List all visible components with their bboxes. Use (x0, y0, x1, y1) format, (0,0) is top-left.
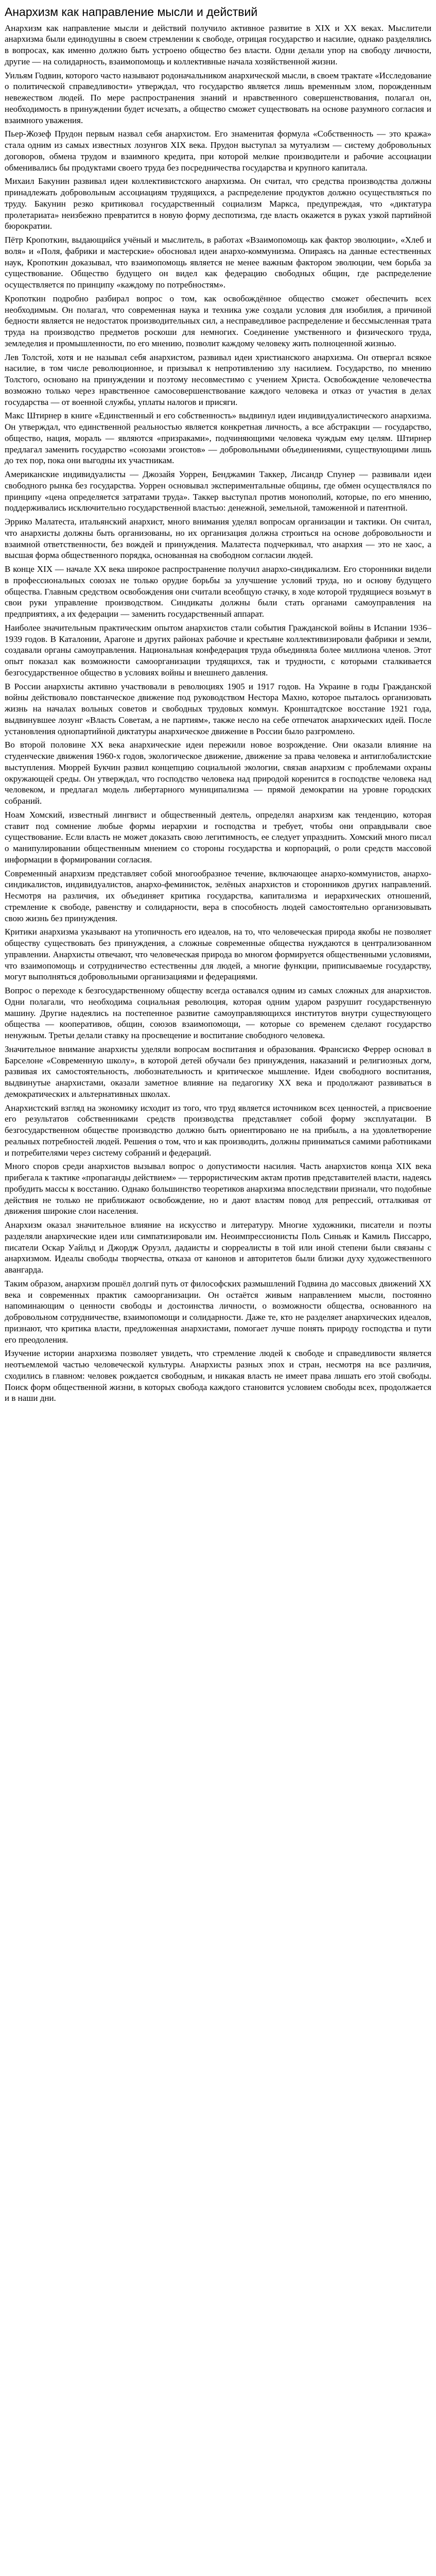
article-paragraph: Критики анархизма указывают на утопичность его идеалов, на то, что человеческая природа якобы не позволяет обществу существовать без принуждения, а сложные современные общества нуждаются в централизованном управлении. Анархисты отвечают, что человеческая природа во многом формируется общественными условиями, что взаимопомощь и сотрудничество естественны для людей, а многие функции, приписываемые государству, могут выполняться добровольными организациями и федерациями. (5, 927, 431, 982)
article-paragraph: Анархистский взгляд на экономику исходит из того, что труд является источником всех ценностей, а присвоение его результатов собственниками средств производства представляет собой форму эксплуатации. В безгосударственном обществе производство должно быть ориентировано не на прибыль, а на удовлетворение реальных потребностей людей. Решения о том, что и как производить, должны приниматься самими работниками и потребителями через систему собраний и федераций. (5, 1103, 431, 1158)
article-paragraph: Современный анархизм представляет собой многообразное течение, включающее анархо-коммунистов, анархо-синдикалистов, индивидуалистов, анархо-феминисток, зелёных анархистов и сторонников других направлений. Несмотря на различия, их объединяет критика государства, капитализма и иерархических отношений, стремление к свободе, равенству и солидарности, вера в способность людей самостоятельно организовывать свою жизнь без принуждения. (5, 868, 431, 923)
article-paragraph: Таким образом, анархизм прошёл долгий путь от философских размышлений Годвина до массовых движений XX века и современных практик самоорганизации. Он остаётся живым направлением мысли, постоянно напоминающим о ценности свободы и достоинства личности, о возможности общества, основанного на добровольном сотрудничестве, взаимопомощи и солидарности. Даже те, кто не разделяет анархических идеалов, признают, что критика власти, предложенная анархистами, помогает лучше понять природу господства и пути его преодоления. (5, 1278, 431, 1345)
article-paragraph: Лев Толстой, хотя и не называл себя анархистом, развивал идеи христианского анархизма. Он отвергал всякое насилие, в том числе революционное, и призывал к непротивлению злу насилием. Государство, по мнению Толстого, основано на принуждении и поэтому несовместимо с учением Христа. Освобождение человечества возможно только через нравственное самосовершенствование каждого человека и отказ от участия в делах государства — от военной службы, уплаты налогов и присяги. (5, 352, 431, 407)
article-paragraph: Макс Штирнер в книге «Единственный и его собственность» выдвинул идеи индивидуалистического анархизма. Он утверждал, что единственной реальностью является конкретная личность, а все абстракции — государство, общество, нация, мораль — являются «призраками», подчиняющими человека чуждым ему целям. Штирнер предлагал заменить государство «союзами эгоистов» — добровольными объединениями, существующими лишь до тех пор, пока они выгодны их участникам. (5, 411, 431, 466)
article-paragraph: Михаил Бакунин развивал идеи коллективистского анархизма. Он считал, что средства производства должны принадлежать добровольным ассоциациям трудящихся, а распределение продуктов должно осуществляться по труду. Бакунин резко критиковал государственный социализм Маркса, предупреждая, что «диктатура пролетариата» неизбежно превратится в новую форму деспотизма, где власть окажется в руках узкой партийной бюрократии. (5, 176, 431, 231)
article-paragraph: Наиболее значительным практическим опытом анархистов стали события Гражданской войны в Испании 1936–1939 годов. В Каталонии, Арагоне и других районах рабочие и крестьяне коллективизировали фабрики и земли, создавали органы самоуправления. Национальная конфедерация труда объединяла более миллиона членов. Этот опыт показал как возможности самоорганизации трудящихся, так и трудности, с которыми сталкивается безгосударственное общество в условиях войны и внешнего давления. (5, 622, 431, 677)
article-paragraph: Анархизм оказал значительное влияние на искусство и литературу. Многие художники, писатели и поэты разделяли анархические идеи или симпатизировали им. Неоимпрессионисты Поль Синьяк и Камиль Писсарро, писатели Оскар Уайльд и Джордж Оруэлл, дадаисты и сюрреалисты в той или иной степени были связаны с анархизмом. Идеалы свободы творчества, отказа от канонов и авторитетов были близки духу художественного авангарда. (5, 1220, 431, 1275)
article-body (5, 23, 431, 1404)
article-paragraph: Анархизм как направление мысли и действий получило активное развитие в XIX и XX веках. Мыслители анархизма были единодушны в своем стремлении к свободе, отрицая государство и насилие, однако разделялись в вопросах, как именно должно быть устроено общество без власти. Одни делали упор на свободу личности, другие — на солидарность, взаимопомощь и коллективные начала хозяйственной жизни. (5, 23, 431, 66)
article-paragraph: В конце XIX — начале XX века широкое распространение получил анархо-синдикализм. Его сторонники видели в профессиональных союзах не только орудие борьбы за улучшение условий труда, но и основу будущего общества. Главным средством освобождения они считали всеобщую стачку, в ходе которой трудящиеся возьмут в свои руки управление производством. Синдикаты должны были стать органами самоуправления на предприятиях, а их федерации — заменить государственный аппарат. (5, 564, 431, 619)
article-paragraph: Уильям Годвин, которого часто называют родоначальником анархической мысли, в своем трактате «Исследование о политической справедливости» утверждал, что государство является лишь временным злом, порожденным невежеством людей. По мере распространения знаний и нравственного совершенствования, полагал он, необходимость в принуждении будет исчезать, а общество сможет существовать на основе разумного согласия и взаимного уважения. (5, 70, 431, 125)
article-paragraph: Изучение истории анархизма позволяет увидеть, что стремление людей к свободе и справедливости является неотъемлемой частью человеческой культуры. Анархисты разных эпох и стран, несмотря на все различия, сходились в главном: человек рождается свободным, и никакая власть не имеет права лишать его этой свободы. Поиск форм общественной жизни, в которых свобода каждого становится условием свободы всех, продолжается и в наши дни. (5, 1348, 431, 1403)
article-paragraph: Значительное внимание анархисты уделяли вопросам воспитания и образования. Франсиско Феррер основал в Барселоне «Современную школу», в которой детей обучали без принуждения, наказаний и религиозных догм, развивая их самостоятельность, любознательность и критическое мышление. Идеи свободного воспитания, выдвинутые анархистами, оказали заметное влияние на педагогику XX века и продолжают развиваться в демократических и альтернативных школах. (5, 1044, 431, 1099)
article-paragraph: Ноам Хомский, известный лингвист и общественный деятель, определял анархизм как тенденцию, которая ставит под сомнение любые формы иерархии и господства и требует, чтобы они оправдывали свое существование. Если власть не может доказать свою легитимность, ее следует упразднить. Хомский много писал о манипулировании общественным мнением со стороны государства и корпораций, о роли средств массовой информации в формировании согласия. (5, 809, 431, 865)
article-paragraph: Во второй половине XX века анархические идеи пережили новое возрождение. Они оказали влияние на студенческие движения 1960-х годов, экологическое движение, движение за права человека и антиглобалистские выступления. Мюррей Букчин развил концепцию социальной экологии, связав анархизм с проблемами охраны окружающей среды. Он утверждал, что господство человека над природой коренится в господстве человека над человеком, и предлагал модель либертарного муниципализма — прямой демократии на уровне городских собраний. (5, 740, 431, 806)
article-paragraph: Американские индивидуалисты — Джозайя Уоррен, Бенджамин Таккер, Лисандр Спунер — развивали идеи свободного рынка без государства. Уоррен основывал экспериментальные общины, где обмен осуществлялся по принципу «цена определяется затратами труда». Таккер выступал против монополий, которые, по его мнению, поддерживались исключительно государственной властью: денежной, земельной, таможенной и патентной. (5, 469, 431, 513)
article-paragraph: Пётр Кропоткин, выдающийся учёный и мыслитель, в работах «Взаимопомощь как фактор эволюции», «Хлеб и воля» и «Поля, фабрики и мастерские» обосновал идеи анархо-коммунизма. Опираясь на данные естественных наук, Кропоткин доказывал, что взаимопомощь является не менее важным фактором эволюции, чем борьба за существование. Общество будущего он видел как федерацию свободных общин, где распределение осуществляется по принципу «каждому по потребностям». (5, 235, 431, 290)
article-paragraph: Много споров среди анархистов вызывал вопрос о допустимости насилия. Часть анархистов конца XIX века прибегала к тактике «пропаганды действием» — террористическим актам против представителей власти, надеясь пробудить массы к восстанию. Однако большинство теоретиков анархизма впоследствии признали, что подобные действия не только не приближают освобождение, но и дают властям повод для репрессий, отталкивая от движения широкие слои населения. (5, 1161, 431, 1216)
article-paragraph: Вопрос о переходе к безгосударственному обществу всегда оставался одним из самых сложных для анархистов. Одни полагали, что необходима социальная революция, которая одним ударом разрушит государственную машину. Другие надеялись на постепенное развитие самоуправляющихся институтов внутри существующего общества — кооперативов, общин, союзов взаимопомощи, — которые со временем сделают государство ненужным. Третьи делали ставку на просвещение и воспитание свободного человека. (5, 986, 431, 1041)
article-title: Анархизм как направление мысли и действий (5, 5, 258, 19)
article-paragraph: Кропоткин подробно разбирал вопрос о том, как освобождённое общество сможет обеспечить всех необходимым. Он полагал, что современная наука и техника уже создали условия для изобилия, а причиной бедности является не недостаток производительных сил, а несправедливое распределение и бессмысленная трата труда на производство предметов роскоши для немногих. Соединение умственного и физического труда, земледелия и промышленности, по его мнению, позволит каждому человеку жить полноценной жизнью. (5, 293, 431, 348)
article-paragraph: В России анархисты активно участвовали в революциях 1905 и 1917 годов. На Украине в годы Гражданской войны действовало повстанческое движение под руководством Нестора Махно, которое пыталось организовать жизнь на началах вольных советов и свободных трудовых коммун. Кронштадтское восстание 1921 года, выдвинувшее лозунг «Власть Советам, а не партиям», также несло на себе отпечаток анархических идей. После установления однопартийной диктатуры анархическое движение в России было разгромлено. (5, 681, 431, 736)
article-paragraph: Пьер-Жозеф Прудон первым назвал себя анархистом. Его знаменитая формула «Собственность — это кража» стала одним из самых известных лозунгов XIX века. Прудон выступал за мутуализм — систему добровольных договоров, обмена трудом и взаимного кредита, при которой мелкие производители и рабочие ассоциации обменивались бы продуктами своего труда без посредничества государства и крупного капитала. (5, 129, 431, 173)
article-paragraph: Эррико Малатеста, итальянский анархист, много внимания уделял вопросам организации и тактики. Он считал, что анархисты должны быть организованы, но их организация должна строиться на основе добровольности и взаимной ответственности, без вождей и принуждения. Малатеста подчеркивал, что анархия — это не хаос, а высшая форма общественного порядка, основанная на свободном согласии людей. (5, 517, 431, 561)
